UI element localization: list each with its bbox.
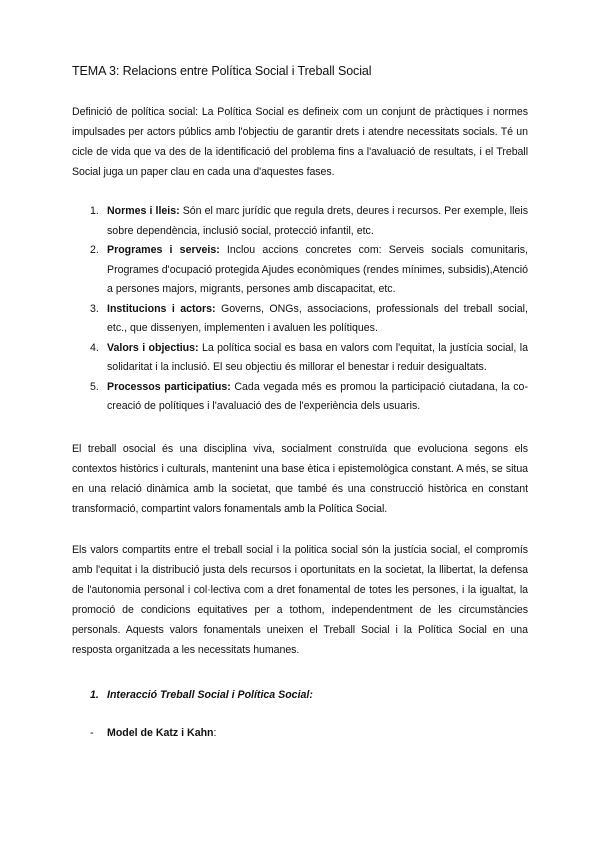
bullet-title: Model de Katz i Kahn [107, 726, 214, 739]
intro-paragraph: Definició de política social: La Política Social es defineix com un conjunt de pràctiques i normes impulsades per actors públics amb l'objectiu de garantir drets i atendre necessitats socials. Té un cicle de vida que va des de la identificació del problema fins a l'avaluació de resultats, i el Treball Social juga un paper clau en cada una d'aquestes fases. [72, 106, 528, 178]
paragraph-social-work: El treball osocial és una disciplina viva, socialment construïda que evoluciona segons els contextos històrics i culturals, mantenint una base ètica i epistemològica constant. A més, se situa en una relació dinàmica amb la societat, que també és una construcció històrica en constant transformació, compartint valors fonamentals amb la Política Social. [72, 442, 528, 515]
list-item-text: Governs, ONGs, associacions, professionals del treball social, etc., que dissenyen, implementen i avaluen les polítiques. [107, 302, 528, 334]
page-title: TEMA 3: Relacions entre Política Social i Treball Social [72, 64, 372, 78]
list-item [72, 241, 528, 300]
subsection-number: 1. [90, 688, 99, 701]
list-item [72, 202, 528, 241]
paragraph-shared-values: Els valors compartits entre el treball social i la politica social són la justícia social, el compromís amb l'equitat i la distribució justa dels recursos i oportunitats en la societat, la llibertat, la defensa de l'autonomia personal i col·lectiva com a dret fonamental de totes les persones, i la igualtat, la promoció de condicions equitatives per a tothom, independentment de les circumstàncies personals. Aquests valors fonamentals uneixen el Treball Social i la Política Social en una resposta organitzada a les necessitats humanes. [72, 543, 528, 656]
bullet-suffix: : [213, 726, 217, 739]
bullet-item [72, 723, 528, 743]
document-page [72, 64, 528, 743]
list-item [72, 378, 528, 417]
list-item-number: 1. [90, 205, 99, 217]
list-item-term: Institucions i actors: [107, 302, 216, 315]
list-item-text: Inclou accions concretes com: Serveis socials comunitaris, Programes d'ocupació protegida Ajudes econòmiques (rendes mínimes, subsidis),Atenció a persones majors, migrants, persones amb discapacitat, etc. [107, 244, 528, 295]
list-item [72, 300, 528, 339]
list-item-number: 4. [90, 341, 99, 354]
list-item-text: Cada vegada més es promou la participació ciutadana, la co-creació de polítiques i l'avaluació des de l'experiència dels usuaris. [107, 380, 528, 412]
bullet-dash: - [90, 726, 94, 739]
list-item-number: 5. [90, 380, 99, 393]
subsection-title: Interacció Treball Social i Política Social: [107, 688, 313, 701]
list-item [72, 339, 528, 378]
list-item-term: Processos participatius: [107, 380, 231, 393]
list-item-term: Valors i objectius: [107, 341, 199, 354]
list-item-number: 2. [90, 244, 99, 256]
list-item-text: La política social es basa en valors com l'equitat, la justícia social, la solidaritat i la inclusió. El seu objectiu és millorar el benestar i reduir desigualtats. [107, 341, 528, 373]
list-item-number: 3. [90, 302, 99, 315]
list-item-term: Programes i serveis: [107, 244, 220, 256]
list-item-term: Normes i lleis: [107, 205, 180, 217]
components-list [72, 202, 528, 417]
list-item-text: Són el marc jurídic que regula drets, deures i recursos. Per exemple, lleis sobre dependència, inclusió social, protecció infantil, etc. [107, 205, 528, 237]
subsection-heading [72, 685, 528, 705]
